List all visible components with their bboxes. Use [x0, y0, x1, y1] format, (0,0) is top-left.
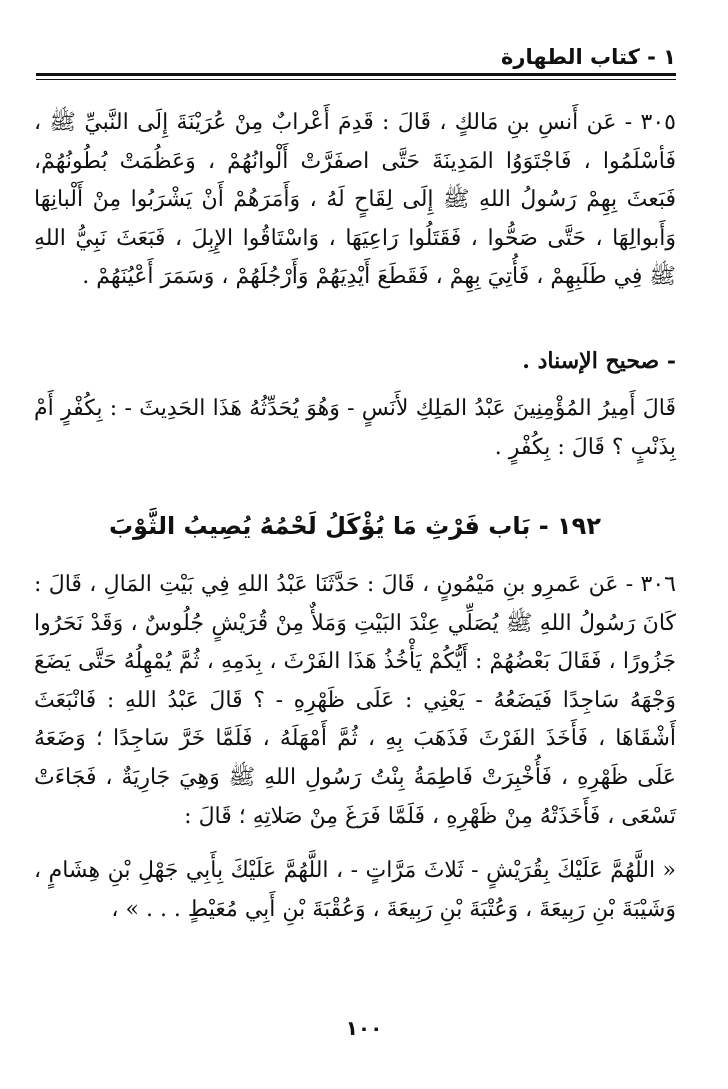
hadith-306-text: ٣٠٦ - عَن عَمرِو بنِ مَيْمُونٍ ، قَالَ : حَدَّثَنَا عَبْدُ اللهِ فِي بَيْتِ المَالِ ، قَالَ : كَانَ رَسُولُ اللهِ ﷺ يُصَلِّي عِنْدَ البَيْتِ وَمَلأٌ مِنْ قُرَيْشٍ جُلُوسٌ ، وَقَدْ نَحَرُوا جَزُورًا ، فَقَالَ بَعْضُهُمْ : أَيُّكُمْ يَأْخُذُ هَذَا الفَرْثَ ، بِدَمِهِ ، ثُمَّ يُمْهِلُهُ حَتَّى يَضَعَ وَجْهَهُ سَاجِدًا فَيَضَعُهُ - يَعْنِي : عَلَى ظَهْرِهِ - ؟ قَالَ عَبْدُ اللهِ : فَانْبَعَثَ أَشْقَاهَا ، فَأَخَذَ الفَرْثَ فَذَهَبَ بِهِ ، ثُمَّ أَمْهَلَهُ ، فَلَمَّا خَرَّ سَاجِدًا ؛ وَضَعَهُ عَلَى ظَهْرِهِ ، فَأُخْبِرَتْ فَاطِمَةُ بِنْتُ رَسُولِ اللهِ ﷺ وَهِيَ جَارِيَةٌ ، فَجَاءَتْ تَسْعَى ، فَأَخَذَتْهُ مِنْ ظَهْرِهِ ، فَلَمَّا فَرَغَ مِنْ صَلاتِهِ ؛ قَالَ : [34, 572, 676, 829]
commentary-paragraph: قَالَ أَمِيرُ المُؤْمِنِينَ عَبْدُ المَلِكِ لأَنَسٍ - وَهُوَ يُحَدِّثُهُ هَذَا الحَدِيثَ - : بِكُفْرٍ أَمْ بِذَنْبٍ ؟ قَالَ : بِكُفْرٍ . [34, 396, 676, 460]
page-body [34, 104, 676, 972]
running-head-title: ١ - كتاب الطهارة [500, 45, 676, 69]
page-number: ١٠٠ [345, 1016, 383, 1040]
hadith-305-text: ٣٠٥ - عَن أَنسِ بنِ مَالكٍ ، قَالَ : قَدِمَ أَعْرابٌ مِنْ عُرَيْنَةَ إِلَى النَّبيِّ ﷺ ، فَأسْلَمُوا ، فَاجْتَوَوُا المَدِينَةَ حَتَّى اصفَرَّتْ أَلْوانُهُمْ ، وَعَظُمَتْ بُطُونُهُمْ، فَبَعثَ بِهِمْ رَسُولُ اللهِ ﷺ إِلَى لِقَاحٍ لَهُ ، وَأَمَرَهُمْ أَنْ يَشْرَبُوا مِنْ أَلْبانِهَا وَأَبوالِهَا ، حَتَّى صَحُّوا ، فَقَتَلُوا رَاعِيَهَا ، وَاسْتَاقُوا الإِبِلَ ، فَبَعَثَ نَبِيُّ اللهِ ﷺ فِي طَلَبِهِمْ ، فَأُتِيَ بِهِمْ ، فَقَطَعَ أَيْدِيَهُمْ وَأَرْجُلَهُمْ ، وَسَمَرَ أَعْيُنَهُمْ . [34, 110, 676, 290]
chapter-heading: ١٩٢ - بَاب فَرْثِ مَا يُؤْكَلُ لَحْمُهُ يُصِيبُ الثَّوْبَ [109, 512, 601, 540]
header-rule-thin [36, 79, 676, 80]
dua-quote: « اللَّهُمَّ عَلَيْكَ بِقُرَيْشٍ - ثَلاثَ مَرَّاتٍ - ، اللَّهُمَّ عَلَيْكَ بِأَبِي جَهْلِ بْنِ هِشَامٍ ، وَشَيْبَةَ بْنِ رَبِيعَةَ ، وَعُتْبَةَ بْنِ رَبِيعَةَ ، وَعُقْبَةَ بْنِ أَبِي مُعَيْطٍ . . . » ، [34, 858, 676, 922]
hadith-grade: - صحيح الإسناد . [522, 348, 676, 374]
header-rule-thick [36, 73, 676, 76]
